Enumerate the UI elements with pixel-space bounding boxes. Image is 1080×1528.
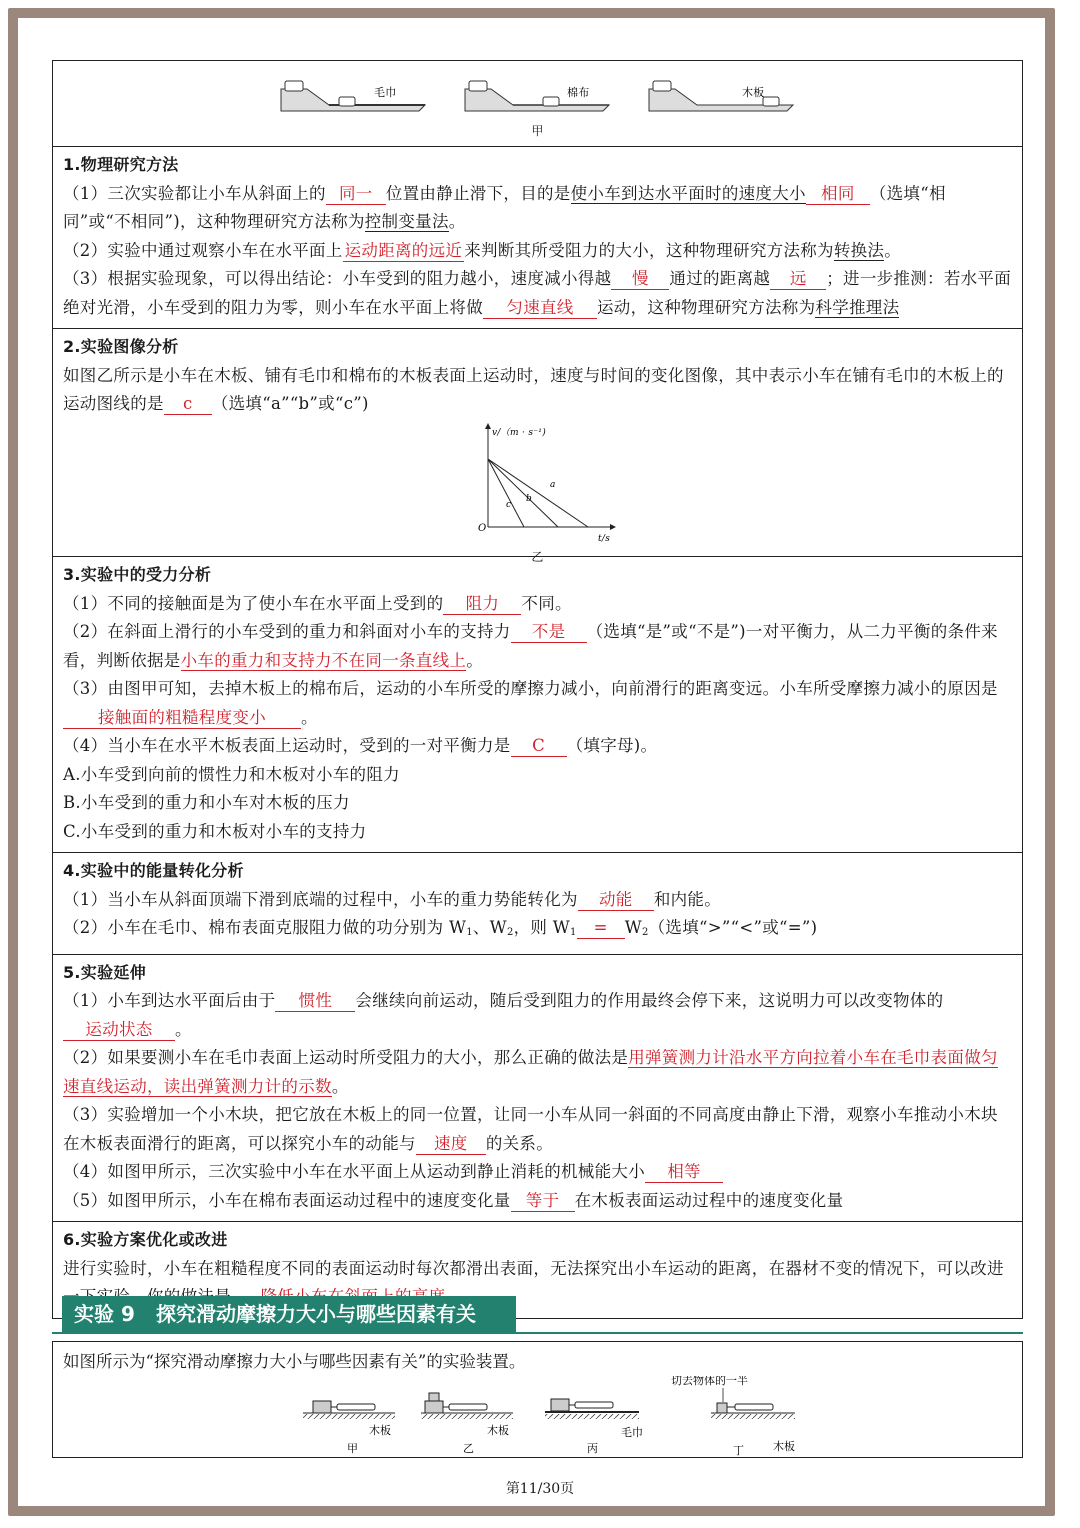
answer-blank: 慢 [611,269,669,290]
text: （2）如果要测小车在毛巾表面上运动时所受阻力的大小，那么正确的做法是 [63,1048,629,1067]
fig-ding-caption: 丁 [733,1444,744,1457]
page-number: 第11/30页 [505,1481,575,1497]
fig-jia-caption: 甲 [347,1442,358,1455]
graph-xlabel: t/s [597,533,610,544]
figure-jia-caption: 甲 [531,124,544,138]
text: 。 [175,1019,192,1039]
graph-ylabel: v/（m · s⁻¹) [491,427,546,438]
fig-ding-note: 切去物体的一半 [671,1376,748,1387]
section-1-title: 1.物理研究方法 [63,155,179,174]
section-1 [52,146,1023,328]
fig-bing-caption: 丙 [587,1442,598,1455]
fig-yi-surface: 木板 [487,1424,509,1437]
answer-blank: 匀速直线 [483,298,597,319]
section-2-title: 2.实验图像分析 [63,337,179,356]
option-a: A.小车受到向前的惯性力和木板对小车的阻力 [63,764,400,784]
figure-jia-row [63,65,1012,121]
text: 运动，这种物理研究方法称为 [597,297,816,317]
fig-jia-surface: 木板 [369,1424,391,1437]
text: ，则 W [513,918,571,937]
text: （3）根据实验现象，可以得出结论：小车受到的阻力越小，速度减小得越 [63,269,612,288]
text: 。 [301,707,318,727]
answer-blank: 小车的重力和支持力不在同一条直线上 [180,650,467,670]
answer-blank: 相等 [645,1162,723,1183]
answer-blank: 动能 [578,890,654,911]
surface-label-cotton: 棉布 [566,86,590,99]
graph-origin: O [477,522,486,534]
surface-label-wood: 木板 [741,86,765,99]
subscript: 1 [466,927,473,938]
underlined-text: 转换法 [833,240,885,260]
answer-blank: = [577,918,625,939]
section-5-title: 5.实验延伸 [63,962,147,982]
line-label-a: a [549,479,556,490]
ramp-wood-figure [647,71,797,121]
text: 的关系。 [485,1133,554,1153]
text: （2）小车在毛巾、棉布表面克服阻力做的功分别为 W [63,918,467,937]
text: （2）在斜面上滑行的小车受到的重力和斜面对小车的支持力 [63,622,511,641]
text: 进行实验时，小车在粗糙程度不同的表面运动时每次都滑出表面，无法探究出小车运动的距离，在器材不变的情况下，可以改进 [63,1258,1004,1278]
answer-blank: 运动状态 [63,1020,175,1041]
section-5 [52,954,1023,1222]
line-label-b: b [525,493,532,504]
answer-blank: C [511,736,567,757]
graph-caption: 乙 [531,549,544,564]
worksheet [52,60,1023,1319]
text: （1）小车到达水平面后由于 [63,991,276,1010]
section-4 [52,852,1023,954]
text: （5）如图甲所示，小车在棉布表面运动过程中的速度变化量 [63,1190,511,1210]
text: （1）不同的接触面是为了使小车在水平面上受到的 [63,593,444,613]
fig-yi-caption: 乙 [463,1442,474,1455]
experiment-9-intro: 如图所示为“探究滑动摩擦力大小与哪些因素有关”的实验装置。 [63,1352,526,1371]
surface-label-towel: 毛巾 [373,86,397,99]
text: （选填“>”“<”或“=”) [648,918,818,937]
answer-blank: 惯性 [275,991,355,1012]
text: 。 [331,1076,349,1096]
line-label-c: c [505,499,511,510]
answer-blank: 阻力 [443,594,521,615]
answer-blank: 用弹簧测力计沿水平方向拉着小车在毛巾表面做匀速直线运动，读出弹簧测力计的示数 [63,1048,998,1096]
underlined-text: 使小车到达水平面时的速度大小 [570,183,806,203]
figure-jia-box [52,60,1023,146]
fig-bing-surface: 毛巾 [621,1426,643,1439]
text: （3）实验增加一个小木块，把它放在木板上的同一位置，让同一小车从同一斜面的不同高度由静止下滑，观察小车推动小木块在木板表面滑行的距离，可以探究小车的动能与 [63,1105,998,1153]
title-rule [52,1332,1023,1334]
answer-blank: 运动距离的远近 [344,240,463,260]
text: （4）当小车在水平木板表面上运动时，受到的一对平衡力是 [63,736,511,755]
text: （填字母)。 [566,736,658,755]
text: ；进一步推测：若水平面绝对光滑，小车受到的阻力为零，则小车在水平面上将做 [63,269,1012,317]
section-6-title: 6.实验方案优化或改进 [63,1230,228,1249]
section-3-title: 3.实验中的受力分析 [63,565,212,584]
fig-ding-surface: 木板 [773,1440,795,1453]
answer-blank: 等于 [511,1191,575,1212]
option-c: C.小车受到的重力和木板对小车的支持力 [63,821,367,841]
text: （选填“a”“b”或“c”) [211,394,369,413]
text: （1）当小车从斜面顶端下滑到底端的过程中，小车的重力势能转化为 [63,889,578,909]
answer-blank: 接触面的粗糙程度变小 [63,708,301,729]
ramp-towel-figure [279,71,429,121]
experiment-9-title-bar [62,1296,516,1332]
answer-blank: c [164,394,212,415]
answer-blank: 同一 [326,184,386,205]
subscript: 1 [570,927,577,938]
subscript: 2 [506,927,514,938]
answer-blank: 速度 [416,1134,486,1155]
option-b: B.小车受到的重力和小车对木板的压力 [63,793,350,812]
text: （4）如图甲所示，三次实验中小车在水平面上从运动到静止消耗的机械能大小 [63,1162,645,1181]
text: 来判断其所受阻力的大小，这种物理研究方法称为 [464,240,834,260]
experiment-9-box [52,1341,1023,1458]
section-3 [52,556,1023,852]
text: W [624,918,642,937]
underlined-text: 控制变量法 [364,212,449,231]
ramp-cotton-figure [463,71,613,121]
text: 在木板表面运动过程中的速度变化量 [574,1190,844,1210]
section-2 [52,328,1023,564]
subscript: 2 [641,927,649,938]
text: （1）三次实验都让小车从斜面上的 [63,183,326,203]
experiment-number: 实验 9 [74,1302,135,1326]
experiment-title: 探究滑动摩擦力大小与哪些因素有关 [156,1302,476,1326]
answer-blank: 不是 [511,622,587,643]
underlined-text: 科学推理法 [815,297,900,317]
text: 会继续向前运动，随后受到阻力的作用最终会停下来，这说明力可以改变物体的 [355,991,944,1010]
text: 位置由静止滑下，目的是 [385,183,571,203]
velocity-time-graph [458,419,618,547]
text: （选填“相同”或“不相同”)，这种物理研究方法称为 [63,183,946,231]
section-4-title: 4.实验中的能量转化分析 [63,861,244,880]
text: 。 [448,212,466,231]
text: 不同。 [521,593,572,613]
text: （选填“是”或“不是”)一对平衡力，从二力平衡的条件来看，判断依据是 [63,622,998,670]
text: 通过的距离越 [669,269,771,288]
answer-blank: 远 [770,269,826,290]
text: 、W [472,918,507,937]
answer-blank: 相同 [806,184,870,205]
text: 。 [884,240,902,260]
friction-apparatus-figures [63,1376,1013,1458]
text: 和内能。 [653,889,722,909]
text: 如图乙所示是小车在木板、铺有毛巾和棉布的木板表面上运动时，速度与时间的变化图像，其中表示小车在铺有毛巾的木板上的运动图线的是 [63,365,1004,413]
text: （3）由图甲可知，去掉木板上的棉布后，运动的小车所受的摩擦力减小，向前滑行的距离变远。小车所受摩擦力减小的原因是 [63,679,998,698]
text: （2）实验中通过观察小车在水平面上 [63,240,343,260]
text: 。 [466,650,484,670]
